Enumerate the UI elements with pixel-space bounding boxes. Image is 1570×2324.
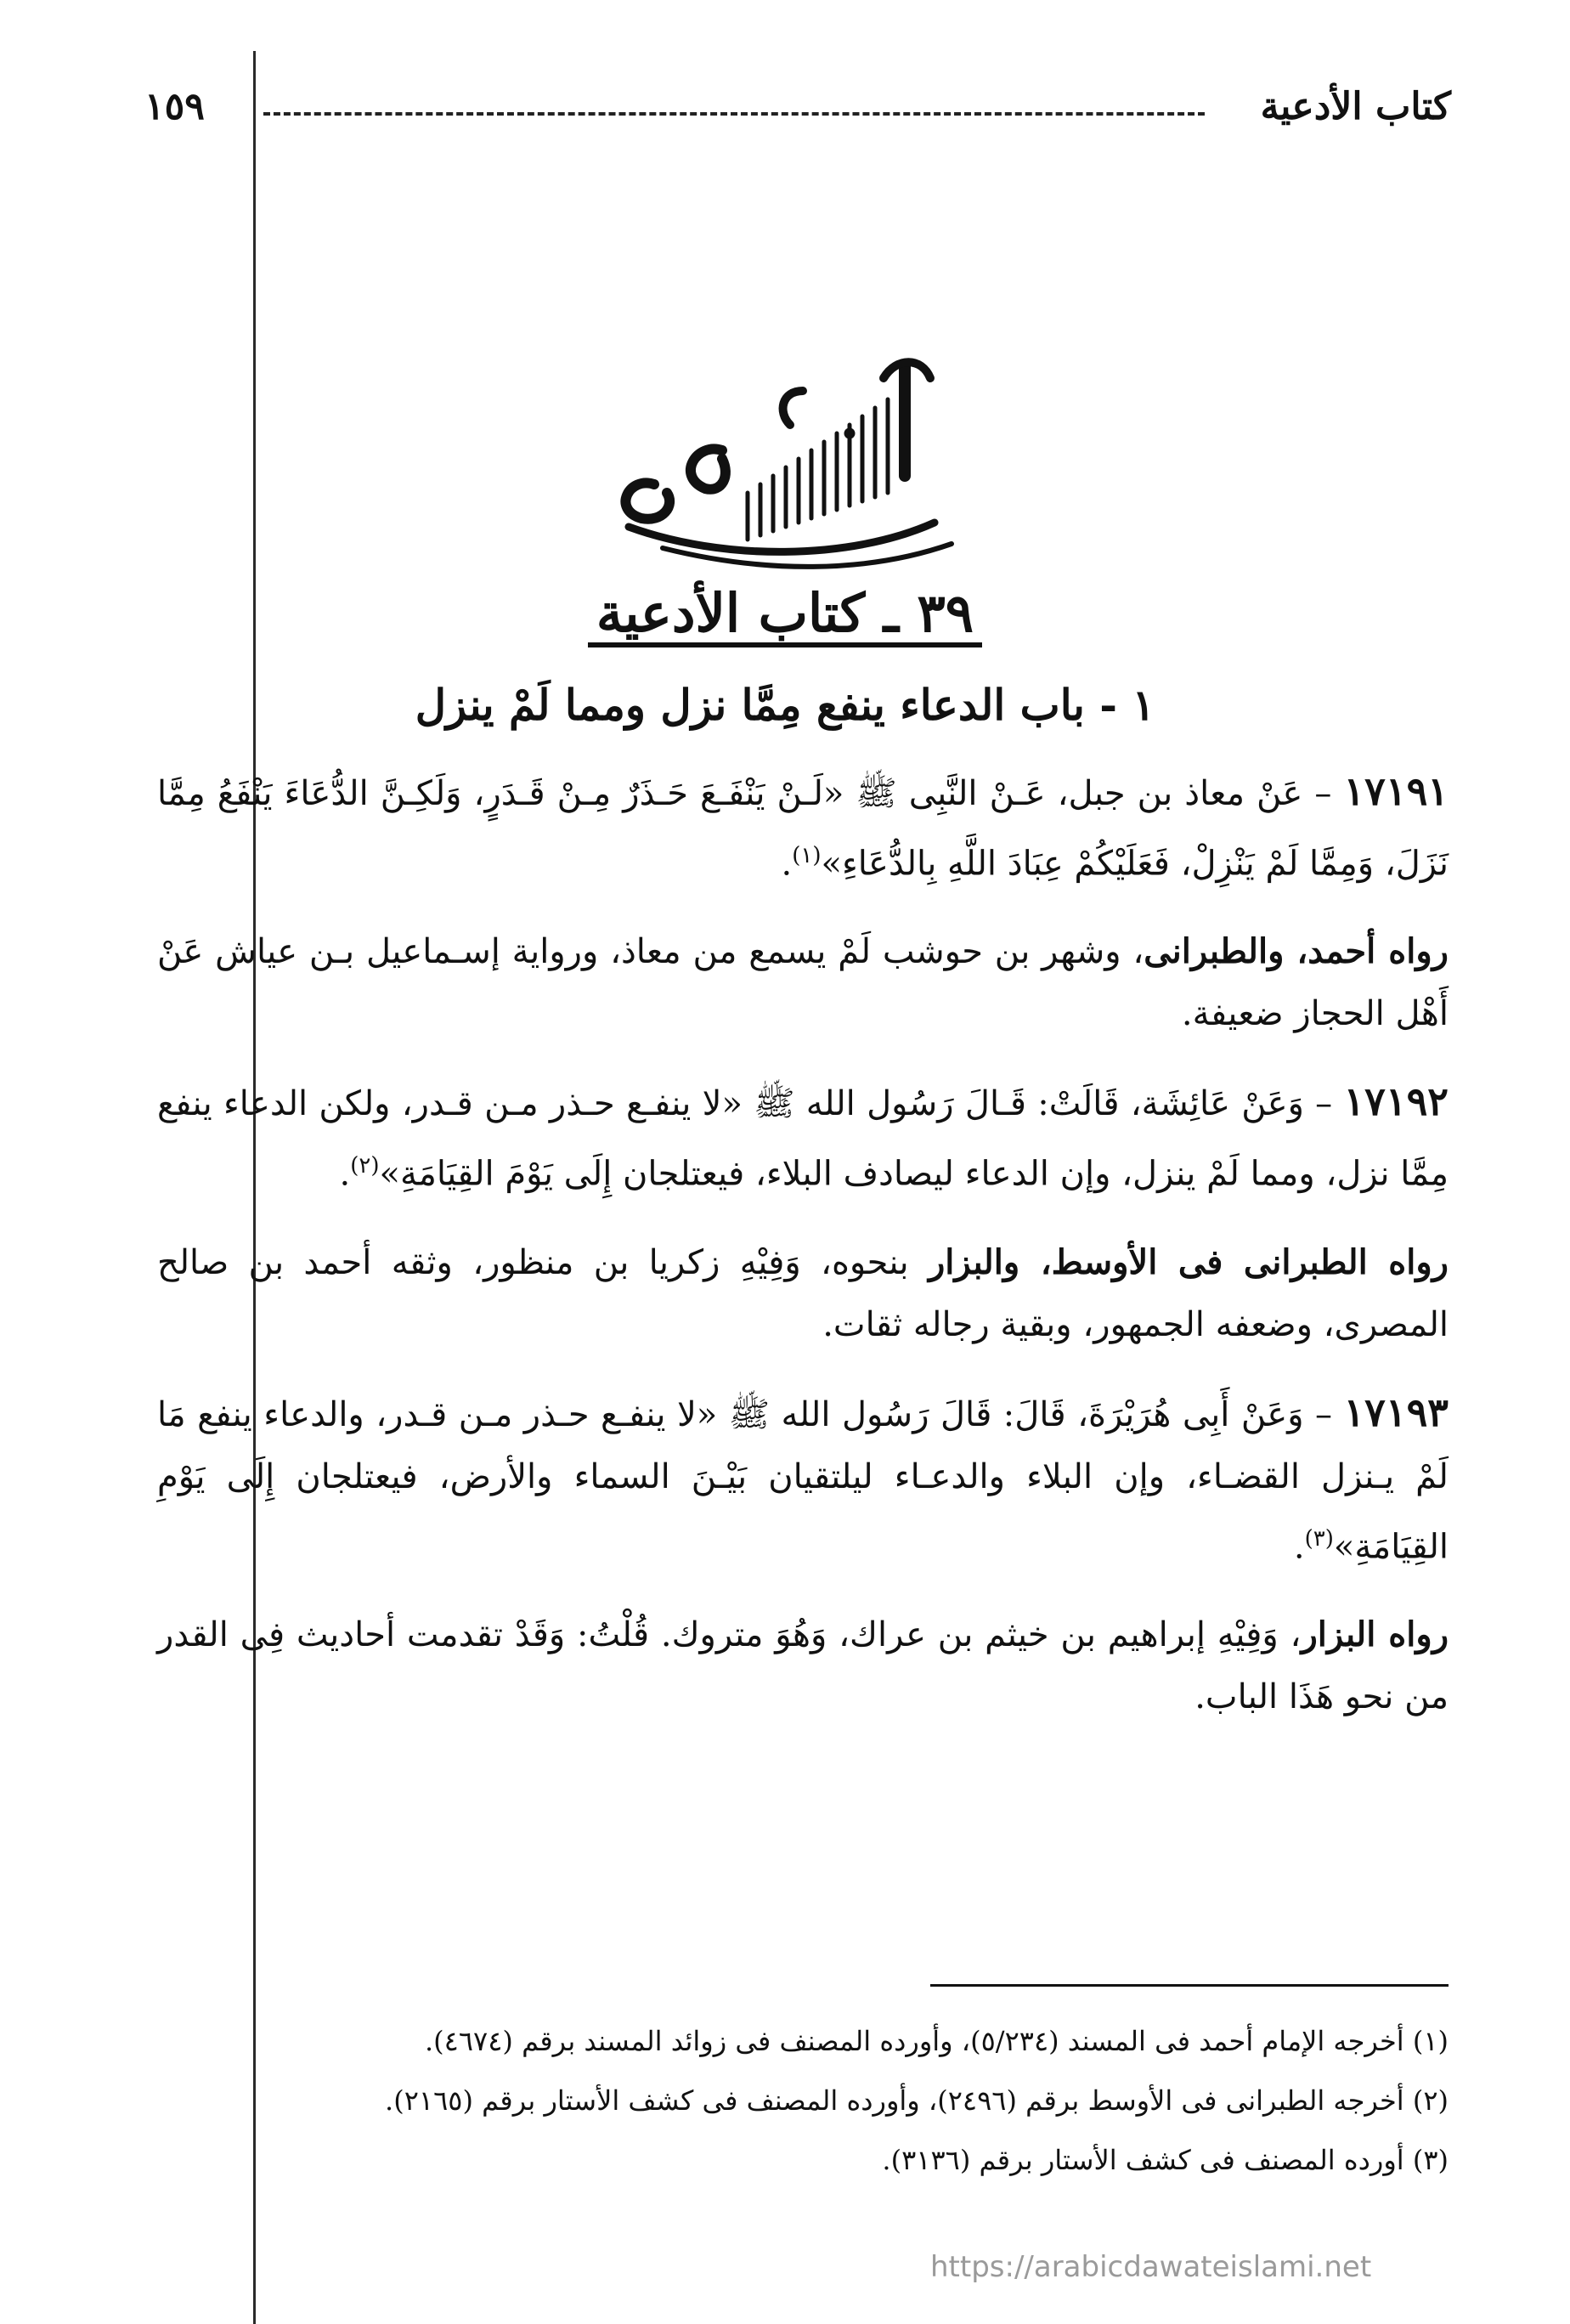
source-text: ، وَفِيْهِ إبراهيم بن خيثم بن عراك، وَهُوَ متروك. قُلْتُ: وَقَدْ تقدمت أحاديث فِى القدر من نحو هَذَا الباب. [157, 1614, 1449, 1716]
basmala-calligraphy [595, 340, 994, 586]
footnote-ref: (٣) [1304, 1525, 1334, 1552]
hadith-source [157, 1603, 1449, 1728]
book-title-text: ٣٩ ـ كتاب الأدعية [588, 585, 982, 647]
hadith-entry: ١٧١٩١ – عَنْ معاذ بن جبل، عَـنْ النَّبِى ﷺ «لَـنْ يَنْفَـعَ حَـذَرٌ مِـنْ قَـدَرٍ، وَلَكِـنَّ الدُّعَاءَ يَنْفَعُ مِمَّا نَزَلَ، وَمِمَّا لَمْ يَنْزِلْ، فَعَلَيْكُمْ عِبَادَ اللَّهِ بِالدُّعَاءِ»$^{(١)}$. [157, 768, 1449, 884]
running-title: كتاب الأدعية [1260, 85, 1451, 128]
watermark-url: https://arabicdawateislami.net [930, 2250, 1372, 2284]
source-label: رواه الطبرانى فى الأوسط، والبزار [928, 1241, 1449, 1282]
footnote: (٣) أورده المصنف فى كشف الأستار برقم (٣١٣٦). [882, 2144, 1449, 2176]
chapter-title: ١ - باب الدعاء ينفع مِمَّا نزل ومما لَمْ ينزل [415, 680, 1155, 730]
footnote-divider [930, 1984, 1449, 1987]
footnote: (٢) أخرجه الطبرانى فى الأوسط برقم (٢٤٩٦)، وأورده المصنف فى كشف الأستار برقم (٢١٦٥). [385, 2084, 1449, 2117]
hadith-text: – وَعَنْ عَائِشَة، قَالَتْ: قَـالَ رَسُول الله ﷺ «لا ينفـع حـذر مـن قـدر، ولكن الدعاء ينفع مِمَّا نزل، ومما لَمْ ينزل، وإن الدعاء ليصادف البلاء، فيعتلجان إِلَى يَوْمَ القِيَامَةِ» [157, 1084, 1449, 1194]
body-text [157, 761, 1449, 1754]
hadith-source [157, 920, 1449, 1045]
footnote: (١) أخرجه الإمام أحمد فى المسند (٥/٢٣٤)، وأورده المصنف فى زوائد المسند برقم (٤٦٧٤). [425, 2025, 1449, 2057]
footnotes [157, 2014, 1449, 2192]
hadith-number: ١٧١٩١ [1343, 768, 1449, 814]
source-label: رواه أحمد، والطبرانى [1144, 931, 1449, 972]
header-dash-rule [263, 112, 1205, 116]
footnote-ref: (٢) [350, 1153, 380, 1179]
book-title [0, 582, 1570, 647]
hadith-source [157, 1231, 1449, 1356]
page-number: ١٥٩ [144, 85, 205, 128]
source-text: ، وشهر بن حوشب لَمْ يسمع من معاذ، ورواية إسـماعيل بـن عياش عَنْ أَهْل الحجاز ضعيفة. [157, 932, 1449, 1034]
hadith-text: – وَعَنْ أَبِى هُرَيْرَةَ، قَالَ: قَالَ رَسُول الله ﷺ «لا ينفـع حـذر مـن قـدر، والدعاء ينفع مَا لَمْ يـنزل القضـاء، وإن البلاء والدعـاء ليلتقيان بَيْـنَ السماء والأرض، فيعتلجان إِلَى يَوْمِ القِيَامَةِ» [157, 1394, 1449, 1566]
hadith-entry: ١٧١٩٣ – وَعَنْ أَبِى هُرَيْرَةَ، قَالَ: قَالَ رَسُول الله ﷺ «لا ينفـع حـذر مـن قـدر، والدعاء ينفع مَا لَمْ يـنزل القضـاء، وإن البلاء والدعـاء ليلتقيان بَيْـنَ السماء والأرض، فيعتلجان إِلَى يَوْمِ القِيَامَةِ»$^{(٣)}$. [157, 1388, 1449, 1566]
source-label: رواه البزار [1301, 1614, 1449, 1654]
source-text: بنحوه، وَفِيْهِ زكريا بن منظور، وثقه أحمد بن صالح المصرى، وضعفه الجمهور، وبقية رجاله ثقات. [157, 1242, 1449, 1344]
footnote-ref: (١) [792, 843, 822, 868]
hadith-entry: ١٧١٩٢ – وَعَنْ عَائِشَة، قَالَتْ: قَـالَ رَسُول الله ﷺ «لا ينفـع حـذر مـن قـدر، ولكن الدعاء ينفع مِمَّا نزل، ومما لَمْ ينزل، وإن الدعاء ليصادف البلاء، فيعتلجان إِلَى يَوْمَ القِيَامَةِ»$^{(٢)}$. [157, 1078, 1449, 1194]
running-header [144, 85, 1451, 144]
hadith-number: ١٧١٩٣ [1343, 1388, 1449, 1435]
hadith-text: – عَنْ معاذ بن جبل، عَـنْ النَّبِى ﷺ «لَـنْ يَنْفَـعَ حَـذَرٌ مِـنْ قَـدَرٍ، وَلَكِـنَّ الدُّعَاءَ يَنْفَعُ مِمَّا نَزَلَ، وَمِمَّا لَمْ يَنْزِلْ، فَعَلَيْكُمْ عِبَادَ اللَّهِ بِالدُّعَاءِ» [157, 774, 1449, 884]
hadith-number: ١٧١٩٢ [1343, 1078, 1449, 1125]
